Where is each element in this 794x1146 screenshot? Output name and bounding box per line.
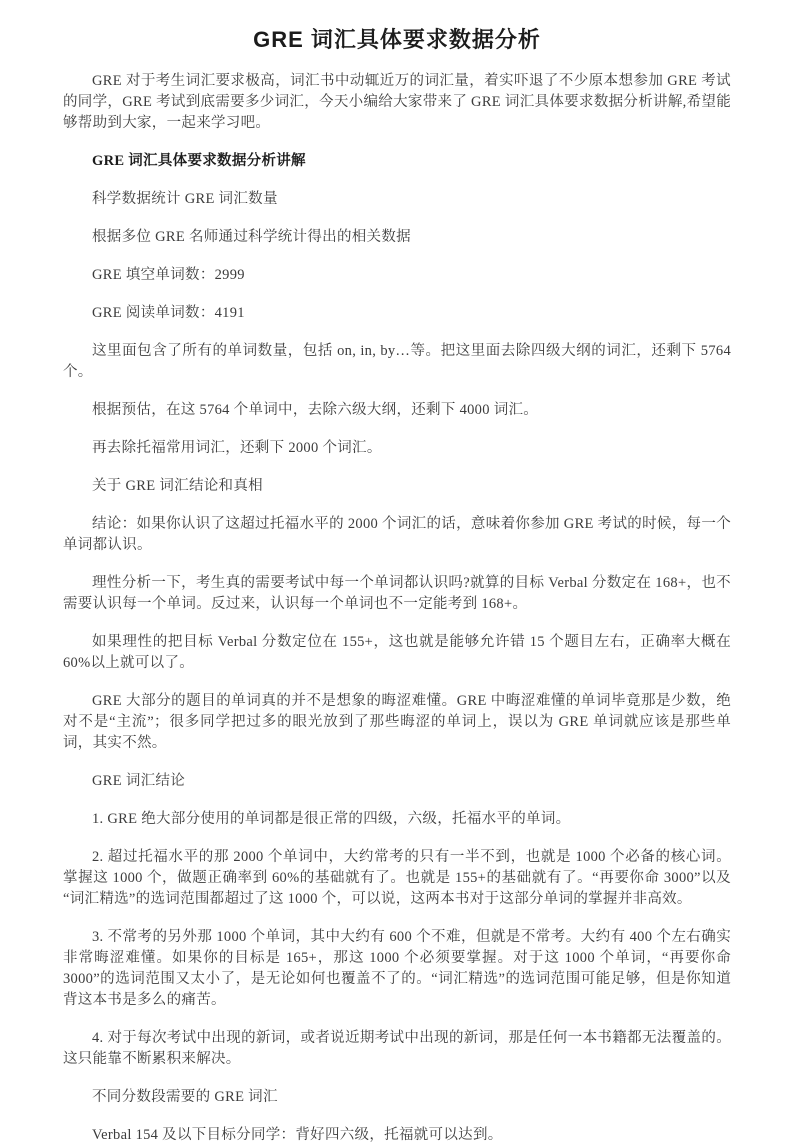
- paragraph: 结论：如果你认识了这超过托福水平的 2000 个词汇的话，意味着你参加 GRE 考试的时候，每一个单词都认识。: [63, 516, 731, 553]
- paragraph: 理性分析一下，考生真的需要考试中每一个单词都认识吗?就算的目标 Verbal 分数定在 168+，也不需要认识每一个单词。反过来，认识每一个单词也不一定能考到 168+。: [63, 575, 731, 612]
- paragraph: GRE 填空单词数：2999: [92, 267, 245, 283]
- paragraph: 不同分数段需要的 GRE 词汇: [92, 1089, 278, 1105]
- paragraph: GRE 词汇结论: [92, 773, 186, 789]
- paragraph: 2. 超过托福水平的那 2000 个单词中，大约常考的只有一半不到，也就是 1000 个必备的核心词。掌握这 1000 个，做题正确率到 60%的基础就有了。也就是 155+的基础就有了。“再要你命 3000”以及“词汇精选”的选词范围都超过了这 1000 个，可以说，这两本书对于这部分单词的掌握并非高效。: [63, 849, 731, 907]
- paragraph: 1. GRE 绝大部分使用的单词都是很正常的四级，六级，托福水平的单词。: [92, 811, 571, 827]
- paragraph: GRE 大部分的题目的单词真的并不是想象的晦涩难懂。GRE 中晦涩难懂的单词毕竟那是少数，绝对不是“主流”；很多同学把过多的眼光放到了那些晦涩的单词上，误以为 GRE 单词就应该是那些单词，其实不然。: [63, 693, 731, 751]
- paragraph: 如果理性的把目标 Verbal 分数定位在 155+，这也就是能够允许错 15 个题目左右，正确率大概在 60%以上就可以了。: [63, 634, 731, 671]
- paragraph: 再去除托福常用词汇，还剩下 2000 个词汇。: [92, 440, 382, 456]
- paragraph: 根据预估，在这 5764 个单词中，去除六级大纲，还剩下 4000 词汇。: [92, 402, 539, 418]
- paragraph: 3. 不常考的另外那 1000 个单词，其中大约有 600 个不难，但就是不常考。大约有 400 个左右确实非常晦涩难懂。如果你的目标是 165+，那这 1000 个必须要掌握。对于这 1000 个单词，“再要你命 3000”的选词范围又太小了，是无论如何也覆盖不了的。“词汇精选”的选词范围可能足够，但是你知道背这本书是多么的痛苦。: [63, 929, 731, 1008]
- paragraph: 科学数据统计 GRE 词汇数量: [92, 191, 278, 207]
- paragraph: GRE 对于考生词汇要求极高，词汇书中动辄近万的词汇量，着实吓退了不少原本想参加 GRE 考试的同学，GRE 考试到底需要多少词汇，今天小编给大家带来了 GRE 词汇具体要求数据分析讲解,希望能够帮助到大家，一起来学习吧。: [63, 73, 731, 131]
- paragraph: 关于 GRE 词汇结论和真相: [92, 478, 263, 494]
- document-title: GRE 词汇具体要求数据分析: [253, 27, 541, 52]
- paragraph: GRE 阅读单词数：4191: [92, 305, 245, 321]
- paragraph: 4. 对于每次考试中出现的新词，或者说近期考试中出现的新词，那是任何一本书籍都无法覆盖的。这只能靠不断累积来解决。: [63, 1030, 731, 1067]
- paragraph: Verbal 154 及以下目标分同学：背好四六级，托福就可以达到。: [92, 1127, 503, 1143]
- section-heading: GRE 词汇具体要求数据分析讲解: [92, 153, 306, 169]
- paragraph: 这里面包含了所有的单词数量，包括 on, in, by…等。把这里面去除四级大纲的词汇，还剩下 5764 个。: [63, 343, 731, 380]
- paragraph: 根据多位 GRE 名师通过科学统计得出的相关数据: [92, 229, 411, 245]
- document-body: [63, 71, 731, 1146]
